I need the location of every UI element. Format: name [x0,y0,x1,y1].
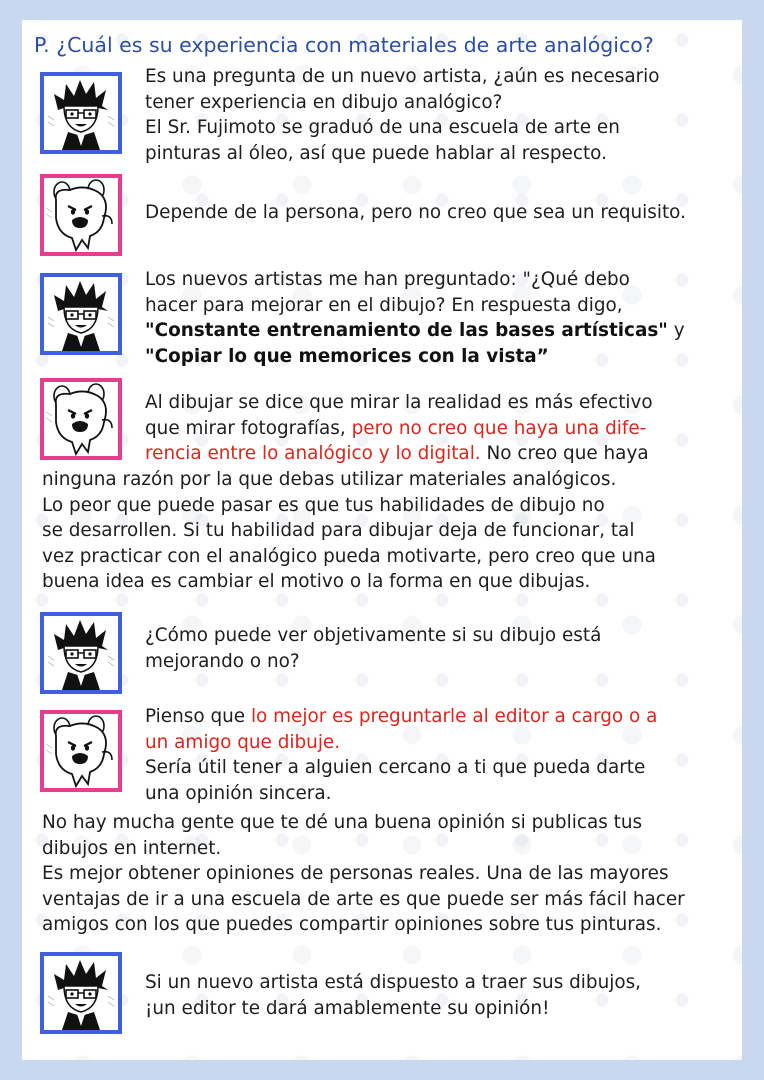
connector-text: y [667,320,685,342]
highlight-text: rencia entre lo analógico y lo digital. [145,443,481,465]
editor-avatar-icon [40,273,122,355]
emphasis-text: "Constante entrenamiento de las bases artísticas" [145,320,668,342]
dialogue-line: pinturas al óleo, así que puede hablar al respecto. [145,142,607,164]
dialogue-line: tener experiencia en dibujo analógico? [145,91,503,113]
editor-avatar-icon [40,952,122,1034]
artist-mascot-icon [40,174,122,256]
highlight-text: un amigo que dibuje. [145,731,341,753]
artist-mascot-icon [40,378,122,460]
dialogue-block-3 [145,267,685,369]
dialogue-block-4 [145,390,653,467]
dialogue-line: amigos con los que puedes compartir opiniones sobre tus pinturas. [42,914,662,936]
emphasis-text: "Copiar lo que memorices con la vista” [145,345,549,367]
dialogue-line: Al dibujar se dice que mirar la realidad es más efectivo [145,392,653,413]
dialogue-line: una opinión sincera. [145,782,332,804]
dialogue-line: Lo peor que puede pasar es que tus habilidades de dibujo no [42,494,605,516]
dialogue-line: ¡un editor te dará amablemente su opinión! [145,997,550,1019]
dialogue-block-6 [145,704,657,806]
dialogue-text: No creo que haya [480,443,649,465]
dialogue-line: mejorando o no? [145,650,300,672]
dialogue-line: Los nuevos artistas me han preguntado: "¿Qué debo [145,269,630,290]
dialogue-line: El Sr. Fujimoto se graduó de una escuela de arte en [145,117,620,139]
question-heading: P. ¿Cuál es su experiencia con materiales de arte analógico? [34,33,654,57]
comic-page [22,20,742,1060]
highlight-text: lo mejor es preguntarle al editor a cargo o a [250,706,658,727]
dialogue-block-4-continued [42,467,656,595]
dialogue-line: ventajas de ir a una escuela de arte es que puede ser más fácil hacer [42,888,685,910]
dialogue-block-7 [145,970,641,1021]
dialogue-block-5 [145,623,601,674]
dialogue-line: Si un nuevo artista está dispuesto a traer sus dibujos, [145,972,642,993]
dialogue-block-6-continued [42,810,685,938]
dialogue-text: Pienso que [145,706,251,727]
artist-mascot-icon [40,710,122,792]
dialogue-line: buena idea es cambiar el motivo o la forma en que dibujas. [42,571,591,593]
dialogue-text: que mirar fotografías, [145,417,352,439]
dialogue-block-2 [145,200,686,226]
editor-avatar-icon [40,612,122,694]
dialogue-line: Es mejor obtener opiniones de personas reales. Una de las mayores [42,863,669,885]
dialogue-line-bold [145,318,685,344]
dialogue-line: vez practicar con el analógico pueda motivarte, pero creo que una [42,545,656,567]
editor-avatar-icon [40,72,122,154]
dialogue-line: se desarrollen. Si tu habilidad para dibujar deja de funcionar, tal [42,520,635,542]
dialogue-line: ninguna razón por la que debas utilizar materiales analógicos. [42,469,617,490]
dialogue-line: Es una pregunta de un nuevo artista, ¿aún es necesario [145,66,660,87]
highlight-text: pero no creo que haya una dife- [351,417,647,439]
dialogue-line: ¿Cómo puede ver objetivamente si su dibujo está [145,625,602,646]
dialogue-line: No hay mucha gente que te dé una buena opinión si publicas tus [42,812,643,833]
dialogue-line: hacer para mejorar en el dibujo? En respuesta digo, [145,294,623,316]
dialogue-line: Depende de la persona, pero no creo que sea un requisito. [145,202,686,223]
dialogue-line: dibujos en internet. [42,837,222,859]
dialogue-block-1 [145,64,660,166]
dialogue-line: Sería útil tener a alguien cercano a ti que pueda darte [145,757,646,779]
